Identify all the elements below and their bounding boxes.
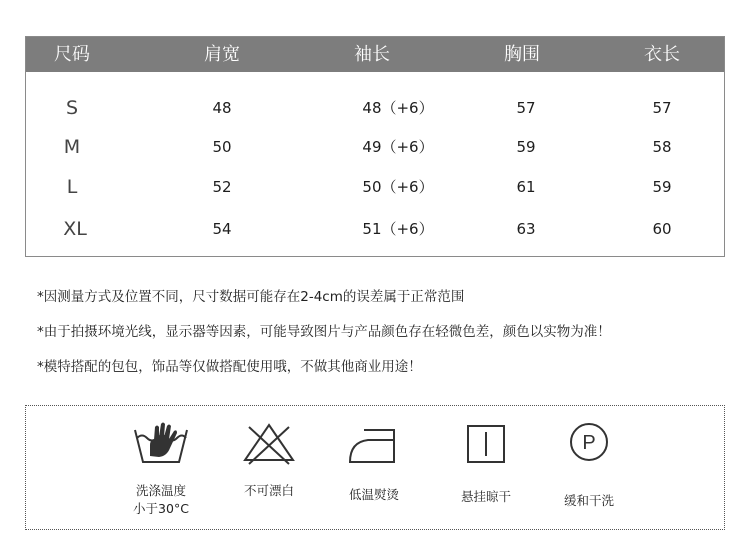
care-label: 缓和干洗 [563, 493, 614, 508]
row-sleeve: 49（+6） [362, 138, 434, 156]
care-item-wash [101, 406, 221, 531]
header-size: 尺码 [54, 44, 90, 65]
row-sleeve: 51（+6） [362, 220, 434, 238]
hand-wash-icon [131, 420, 191, 466]
row-shoulder: 54 [212, 220, 232, 238]
row-size: XL [63, 218, 87, 240]
header-sleeve: 袖长 [354, 44, 390, 65]
note-color: *由于拍摄环境光线，显示器等因素，可能导致图片与产品颜色存在轻微色差，颜色以实物为准！ [37, 324, 611, 340]
care-item-bleach [209, 406, 329, 531]
row-size: L [66, 176, 78, 198]
header-chest: 胸围 [504, 44, 540, 65]
row-sleeve: 48（+6） [362, 99, 434, 117]
hang-dry-icon [456, 420, 516, 466]
care-label: 悬挂晾干 [460, 489, 511, 504]
svg-text:P: P [582, 432, 596, 454]
care-label: 洗涤温度 [135, 483, 186, 498]
row-length: 58 [652, 138, 672, 156]
size-table [25, 36, 725, 257]
row-chest: 63 [516, 220, 536, 238]
row-shoulder: 52 [212, 178, 232, 196]
row-chest: 57 [516, 99, 536, 117]
note-measurement: *因测量方式及位置不同，尺寸数据可能存在2-4cm的误差属于正常范围 [37, 289, 465, 305]
row-chest: 61 [516, 178, 536, 196]
header-shoulder: 肩宽 [204, 44, 240, 65]
no-bleach-icon [239, 420, 299, 466]
care-label: 不可漂白 [243, 483, 294, 498]
care-item-dryclean [529, 406, 649, 531]
size-table-header [26, 37, 724, 72]
row-chest: 59 [516, 138, 536, 156]
row-length: 60 [652, 220, 672, 238]
care-label: 低温熨烫 [348, 487, 399, 502]
note-accessories: *模特搭配的包包，饰品等仅做搭配使用哦，不做其他商业用途！ [37, 359, 422, 375]
low-iron-icon [344, 420, 404, 466]
header-length: 衣长 [644, 44, 680, 65]
row-length: 59 [652, 178, 672, 196]
row-sleeve: 50（+6） [362, 178, 434, 196]
row-size: M [63, 136, 81, 158]
care-item-dry [426, 406, 546, 531]
table-row [26, 132, 724, 162]
table-row [26, 93, 724, 123]
dry-clean-p-icon [559, 420, 619, 466]
row-size: S [65, 97, 79, 119]
row-shoulder: 48 [212, 99, 232, 117]
row-length: 57 [652, 99, 672, 117]
table-row [26, 214, 724, 244]
table-row [26, 172, 724, 202]
care-label-sub: 小于30°C [133, 501, 189, 516]
care-instructions [25, 405, 725, 530]
care-item-iron [314, 406, 434, 531]
row-shoulder: 50 [212, 138, 232, 156]
